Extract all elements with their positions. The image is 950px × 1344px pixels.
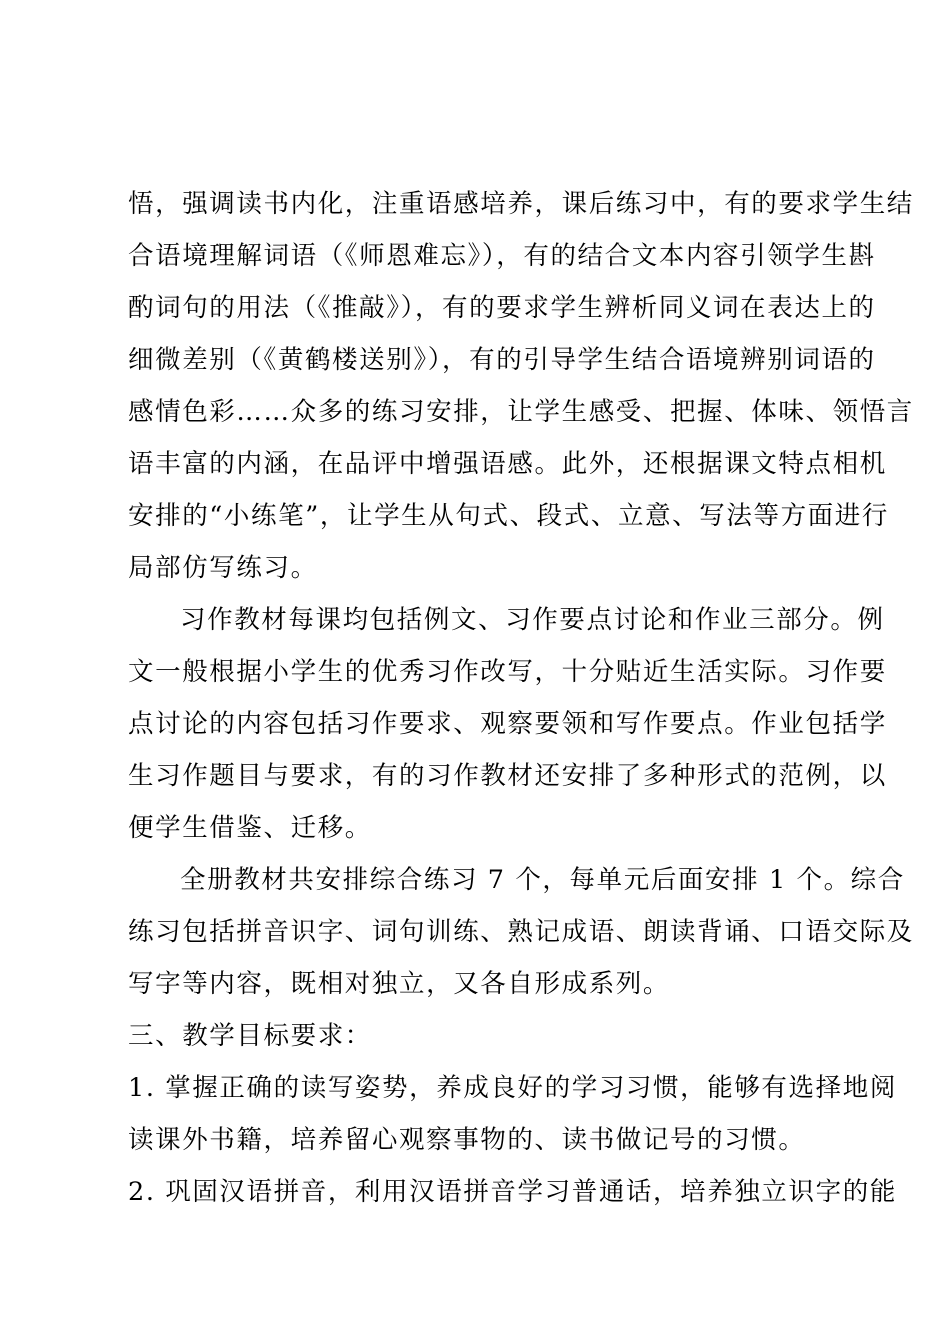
paragraph-first-line: 习作教材每课均包括例文、习作要点讨论和作业三部分。例	[180, 605, 885, 635]
text-line: 点讨论的内容包括习作要求、观察要领和写作要点。作业包括学	[128, 709, 887, 739]
text-line: 便学生借鉴、迁移。	[128, 813, 372, 843]
text-line: 酌词句的用法（《推敲》），有的要求学生辨析同义词在表达上的	[128, 293, 876, 323]
list-item: 2. 巩固汉语拼音，利用汉语拼音学习普通话，培养独立识字的能	[128, 1177, 897, 1207]
text-line: 语丰富的内涵，在品评中增强语感。此外，还根据课文特点相机	[128, 449, 887, 479]
text-line: 写字等内容，既相对独立，又各自形成系列。	[128, 969, 671, 999]
text-line: 读课外书籍，培养留心观察事物的、读书做记号的习惯。	[128, 1125, 806, 1155]
text-line: 细微差别（《黄鹤楼送别》），有的引导学生结合语境辨别词语的	[128, 345, 876, 375]
section-heading: 三、教学目标要求：	[128, 1021, 372, 1051]
list-item: 1. 掌握正确的读写姿势，养成良好的学习习惯，能够有选择地阅	[128, 1073, 897, 1103]
text-line: 生习作题目与要求，有的习作教材还安排了多种形式的范例，以	[128, 761, 887, 791]
paragraph-first-line: 全册教材共安排综合练习 7 个，每单元后面安排 1 个。综合	[180, 865, 905, 895]
text-line: 感情色彩……众多的练习安排，让学生感受、把握、体味、领悟言	[128, 397, 914, 427]
text-line: 文一般根据小学生的优秀习作改写，十分贴近生活实际。习作要	[128, 657, 887, 687]
text-line: 安排的“小练笔”，让学生从句式、段式、立意、写法等方面进行	[128, 501, 889, 531]
text-line: 练习包括拼音识字、词句训练、熟记成语、朗读背诵、口语交际及	[128, 917, 914, 947]
text-line: 局部仿写练习。	[128, 553, 318, 583]
text-line: 悟，强调读书内化，注重语感培养，课后练习中，有的要求学生结	[128, 189, 914, 219]
text-line: 合语境理解词语（《师恩难忘》），有的结合文本内容引领学生斟	[128, 241, 876, 271]
